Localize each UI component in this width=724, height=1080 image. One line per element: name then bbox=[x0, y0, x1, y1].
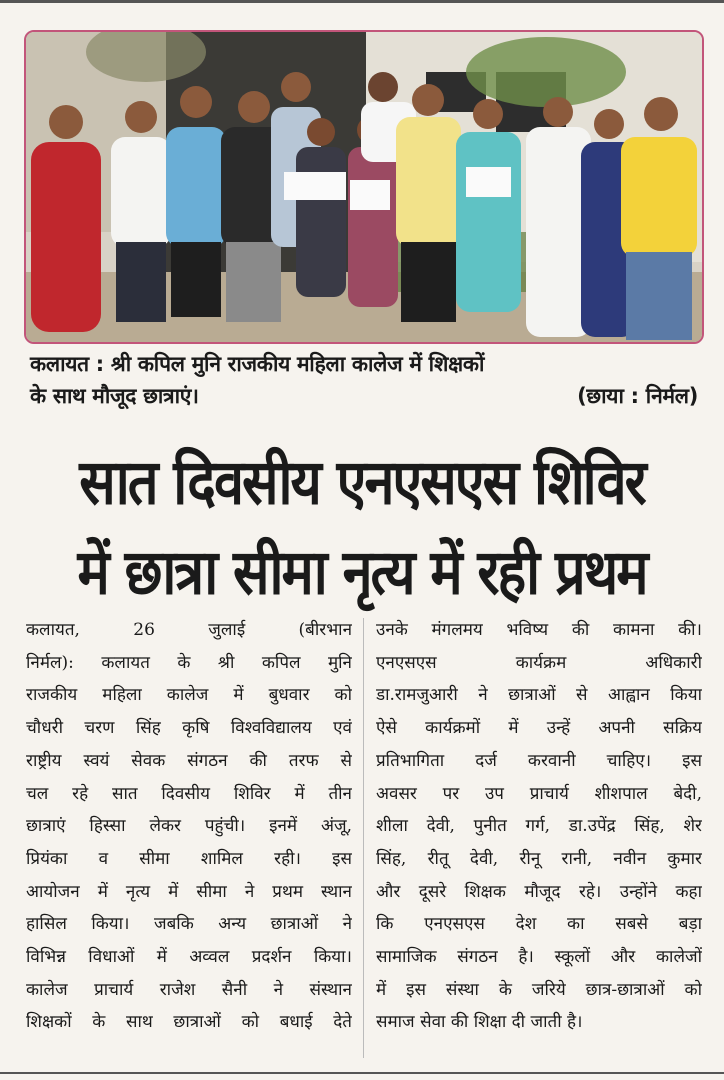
article-line: कालेज प्राचार्य राजेश सैनी ने संस्थान bbox=[26, 979, 352, 1000]
article-line: राष्ट्रीय स्वयं सेवक संगठन की तरफ से bbox=[26, 750, 352, 771]
article-line: ऐसे कार्यक्रमों में उन्हें अपनी सक्रिय bbox=[376, 718, 702, 739]
article-line: कलायत, 26 जुलाई (बीरभान bbox=[26, 620, 352, 640]
photo-credit: (छाया : निर्मल) bbox=[577, 384, 698, 408]
headline-line-2: में छात्रा सीमा नृत्य में रही प्रथम bbox=[77, 535, 647, 609]
article-line: शीला देवी, पुनीत गर्ग, डा.उपेंद्र सिंह, शेर bbox=[376, 816, 702, 837]
article-line: शिक्षकों के साथ छात्राओं को बधाई देते bbox=[26, 1012, 352, 1033]
article-line: राजकीय महिला कालेज में बुधवार को bbox=[26, 685, 352, 706]
caption-line-1: कलायत : श्री कपिल मुनि राजकीय महिला कालेज में शिक्षकों bbox=[30, 352, 485, 376]
caption-line-2-row bbox=[30, 380, 698, 412]
article-line: प्रतिभागिता दर्ज करवानी चाहिए। इस bbox=[376, 750, 702, 771]
article-line: प्रियंका व सीमा शामिल रही। इस bbox=[26, 848, 352, 869]
article-line: कि एनएसएस देश का सबसे बड़ा bbox=[376, 914, 702, 935]
photo-caption bbox=[30, 348, 698, 412]
group-photo-illustration bbox=[26, 32, 702, 342]
article-line: विभिन्न विधाओं में अव्वल प्रदर्शन किया। bbox=[26, 947, 352, 968]
headline bbox=[18, 438, 706, 617]
caption-line-2: के साथ मौजूद छात्राएं। bbox=[30, 384, 199, 408]
article-line: में इस संस्था के जरिये छात्र-छात्राओं को bbox=[376, 979, 702, 1000]
article-body bbox=[26, 614, 702, 1039]
article-line: सिंह, रीतू देवी, रीनू रानी, नवीन कुमार bbox=[376, 848, 702, 869]
top-rule bbox=[0, 0, 724, 3]
article-line: अवसर पर उप प्राचार्य शीशपाल बेदी, bbox=[376, 783, 702, 804]
article-column-left bbox=[26, 614, 352, 1039]
article-line: आयोजन में नृत्य में सीमा ने प्रथम स्थान bbox=[26, 881, 352, 902]
article-line: निर्मल): कलायत के श्री कपिल मुनि bbox=[26, 652, 352, 673]
article-line: छात्राएं हिस्सा लेकर पहुंची। इनमें अंजू, bbox=[26, 816, 352, 837]
article-line: हासिल किया। जबकि अन्य छात्राओं ने bbox=[26, 914, 352, 935]
bottom-rule bbox=[0, 1072, 724, 1074]
article-line: डा.रामजुआरी ने छात्राओं से आह्वान किया bbox=[376, 685, 702, 706]
article-column-right bbox=[376, 614, 702, 1039]
article-line: चौधरी चरण सिंह कृषि विश्वविद्यालय एवं bbox=[26, 718, 352, 739]
article-line: एनएसएस कार्यक्रम अधिकारी bbox=[376, 652, 702, 673]
article-line: और दूसरे शिक्षक मौजूद रहे। उन्होंने कहा bbox=[376, 881, 702, 902]
article-line: चल रहे सात दिवसीय शिविर में तीन bbox=[26, 783, 352, 804]
article-line: समाज सेवा की शिक्षा दी जाती है। bbox=[376, 1012, 583, 1033]
article-line: उनके मंगलमय भविष्य की कामना की। bbox=[376, 620, 702, 640]
headline-line-1: सात दिवसीय एनएसएस शिविर bbox=[79, 446, 645, 519]
article-line: सामाजिक संगठन है। स्कूलों और कालेजों bbox=[376, 947, 702, 968]
news-photo bbox=[24, 30, 704, 344]
